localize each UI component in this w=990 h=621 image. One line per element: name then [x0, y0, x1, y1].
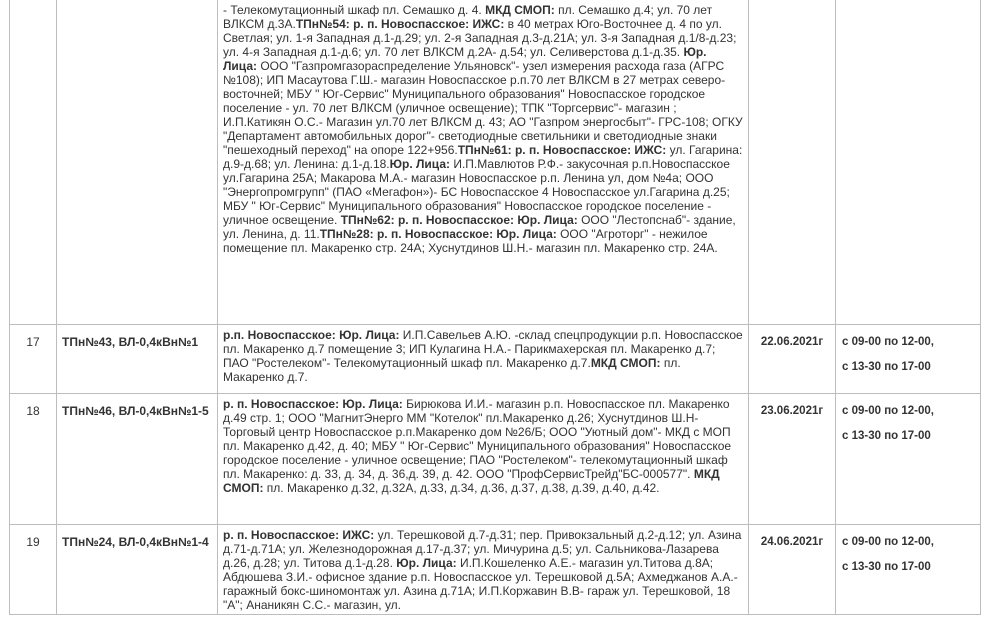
- consumer-group-heading: ТПн№54: р. п. Новоспасское: ИЖС:: [295, 17, 505, 31]
- substation-line: ТПн№24, ВЛ-0,4кВн№1-4: [57, 525, 218, 615]
- outage-time: [836, 525, 981, 615]
- row-number: [10, 0, 57, 325]
- substation-line: ТПн№46, ВЛ-0,4кВн№1-5: [57, 394, 218, 525]
- consumer-group-text: ул. Гагарина: д.9-д.68; ул. Ленина: д.1-д.18.: [223, 143, 743, 171]
- time-interval: с 13-30 по 17-00: [842, 561, 931, 573]
- consumer-group-heading: р. п. Новоспасское: ИЖС:: [223, 528, 375, 542]
- outage-time: [836, 325, 981, 394]
- consumer-group-text: И.П.Савельев А.Ю. -склад спецпродукции р.п. Новоспасское пл. Макаренко д.7 помещение 3; ИП Кулагина Н.А.- Парикмахерская пл. Макаренко д.7; ПАО "Ростелеком"- Телекомутационный шкаф пл. Макаренко д.7.: [223, 328, 743, 370]
- table-row: [10, 0, 981, 325]
- consumer-group-text: пл. Семашко д.4; ул. 70 лет ВЛКСМ д.3А.: [223, 3, 713, 31]
- consumer-group-heading: р.п. Новоспасское: Юр. Лица:: [223, 328, 400, 342]
- consumer-group-text: И.П.Кошеленко А.Е.- магазин ул.Титова д.8А; Абдюшева З.И.- офисное здание р.п. Новоспасское ул. Терешковой д.5А; Ахмеджанов А.А.- гаражный бокс-шиномонтаж ул. Азина д.71А; И.П.Коржавин В.В- гараж ул. Терешковой, 18 "А"; Ананикян С.С.- магазин, ул.: [223, 556, 738, 612]
- affected-consumers: [218, 325, 749, 394]
- table-row: [10, 325, 981, 394]
- consumer-group-text: ул. Терешковой д.7-д.31; пер. Привокзальный д.2-д.12; ул. Азина д.71-д.71А; ул. Железнодорожная д.17-д.37; ул. Мичурина д.5; ул. Сальникова-Лазарева д.26, д.28; ул. Титова д.1-д.28.: [223, 528, 742, 570]
- time-interval: с 09-00 по 12-00,: [842, 336, 934, 348]
- outage-date: [749, 0, 836, 325]
- consumer-group-heading: Юр. Лица:: [396, 556, 457, 570]
- outage-schedule-table: [9, 0, 981, 615]
- consumer-group-text: ООО "Агроторг" - нежилое помещение пл. Макаренко стр. 24А; Хуснутдинов Ш.Н.- магазин пл. Макаренко стр. 24А.: [223, 227, 718, 255]
- consumer-group-text: И.П.Мавлютов Р.Ф.- закусочная р.п.Новоспасское ул.Гагарина 25А; Макарова М.А.- магазин Новоспасское р.п. Ленина ул, дом №4а; ООО "Энергопромгрупп" (ПАО «Мегафон»)- БС Новоспасское 4 Новоспасское ул.Гагарина д.25; МБУ " Юг-Сервис" Муниципального образования" Новоспасское городское поселение - уличное освещение.: [223, 157, 730, 227]
- affected-consumers: [218, 0, 749, 325]
- consumer-group-heading: МКД СМОП:: [223, 467, 720, 495]
- consumer-group-text: пл. Макаренко д.7.: [223, 356, 681, 384]
- row-number: 17: [10, 325, 57, 394]
- outage-date: 22.06.2021г: [749, 325, 836, 394]
- time-interval: с 13-30 по 17-00: [842, 361, 931, 373]
- substation-line: [57, 0, 218, 325]
- consumer-group-text: ООО "Газпромгазораспределение Ульяновск"- узел измерения расхода газа (АГРС №108); ИП Масаутова Г.Ш.- магазин Новоспасское р.п.70 лет ВЛКСМ в 27 метрах северо-восточней; МБУ " Юг-Сервис" Муниципального образования" Новоспасское городское поселение - ул. 70 лет ВЛКСМ (уличное освещение); ТПК "Торгсервис"- магазин ; И.П.Катикян О.С.- Магазин ул.70 лет ВЛКСМ д. 43; АО "Газпром энергосбыт"- ГРС-108; ОГКУ "Департамент автомобильных дорог"- светодиодные светильники и светодиодные знаки "пешеходный переход" на опоре 122+956.: [223, 59, 743, 157]
- consumer-group-heading: МКД СМОП:: [590, 356, 661, 370]
- consumer-group-text: Бирюкова И.И.- магазин р.п. Новоспасское пл. Макаренко д.49 стр. 1; ООО "МагнитЭнерго ММ "Котелок" пл.Макаренко д.26; Хуснутдинов Ш.Н- Торговый центр Новоспасское р.п.Макаренко дом №26/Б; ООО "Уютный дом"- МКД с МОП пл. Макаренко д.42, д. 40; МБУ " Юг-Сервис" Муниципального образования" Новоспасское городское поселение - уличное освещение; ПАО "Ростелеком"- телекомутационный шкаф пл. Макаренко: д. 33, д. 34, д. 36,д. 39, д. 42. ООО "ПрофСервисТрейд"БС-000577".: [223, 397, 732, 481]
- affected-consumers: [218, 394, 749, 525]
- consumer-group-heading: ТПн№28: р. п. Новоспасское: Юр. Лица:: [319, 227, 557, 241]
- outage-date: 23.06.2021г: [749, 394, 836, 525]
- consumer-group-heading: МКД СМОП:: [485, 3, 555, 17]
- consumer-group-heading: ТПн№62: р. п. Новоспасское: Юр. Лица:: [340, 213, 578, 227]
- table-row: [10, 394, 981, 525]
- time-interval: с 13-30 по 17-00: [842, 430, 931, 442]
- outage-time: [836, 0, 981, 325]
- consumer-group-text: пл. Макаренко д.32, д.32А, д.33, д.34, д.36, д.37, д.38, д.39, д.40, д.42.: [263, 481, 660, 495]
- substation-line: ТПн№43, ВЛ-0,4кВн№1: [57, 325, 218, 394]
- affected-consumers: [218, 525, 749, 615]
- consumer-group-heading: Юр. Лица:: [223, 45, 707, 73]
- outage-time: [836, 394, 981, 525]
- table-row: [10, 525, 981, 615]
- time-interval: с 09-00 по 12-00,: [842, 536, 934, 548]
- outage-date: 24.06.2021г: [749, 525, 836, 615]
- row-number: 19: [10, 525, 57, 615]
- consumer-group-text: ООО "Лестопснаб"- здание, ул. Ленина, д. 11.: [223, 213, 736, 241]
- consumer-group-heading: Юр. Лица:: [389, 157, 451, 171]
- time-interval: с 09-00 по 12-00,: [842, 405, 934, 417]
- row-number: 18: [10, 394, 57, 525]
- consumer-group-text: в 40 метрах Юго-Восточнее д. 4 по ул. Светлая; ул. 1-я Западная д.1-д.29; ул. 2-я Западная д.3-д.21А; ул. 3-я Западная д.1/8-д.23; ул. 4-я Западная д.1-д.6; ул. 70 лет ВЛКСМ д.2А- д.54; ул. Селиверстова д.1-д.35.: [223, 17, 737, 59]
- consumer-group-heading: р. п. Новоспасское: Юр. Лица:: [223, 397, 403, 411]
- consumer-group-heading: ТПн№61: р. п. Новоспасское: ИЖС:: [457, 143, 667, 157]
- consumer-group-text: - Телекомутационный шкаф пл. Семашко д. 4.: [223, 3, 486, 17]
